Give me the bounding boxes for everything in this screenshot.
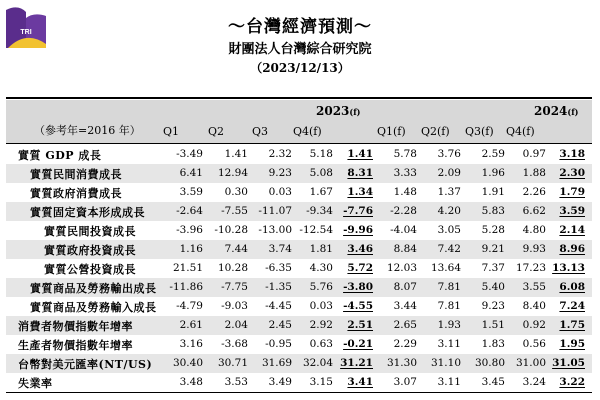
- quarter-value-cell: 7.81: [437, 281, 461, 293]
- quarter-value-cell: 10.28: [217, 262, 248, 274]
- row-label: 實質政府消費成長: [30, 187, 122, 200]
- row-label: 實質公營投資成長: [44, 263, 136, 276]
- row-label: 生產者物價指數年增率: [18, 339, 133, 352]
- annual-value-cell: 2.51: [347, 319, 373, 331]
- annual-value-cell: 3.41: [347, 376, 373, 388]
- quarter-value-cell: 1.83: [481, 338, 505, 350]
- annual-value-cell: 2.30: [559, 167, 585, 179]
- quarter-value-cell: 3.44: [393, 300, 417, 312]
- quarter-value-cell: 3.45: [481, 376, 505, 388]
- quarter-value-cell: 31.10: [430, 357, 461, 369]
- quarter-value-cell: 1.91: [481, 186, 505, 198]
- quarter-value-cell: 0.97: [522, 148, 546, 160]
- quarter-value-cell: 3.74: [268, 243, 292, 255]
- quarter-value-cell: 7.81: [437, 300, 461, 312]
- annual-value-cell: 5.72: [347, 262, 373, 274]
- quarter-value-cell: 31.30: [386, 357, 417, 369]
- table-row: [6, 335, 592, 354]
- annual-value-cell: 31.05: [552, 357, 585, 369]
- quarter-value-cell: 2.45: [268, 319, 292, 331]
- quarter-value-cell: 1.41: [224, 148, 248, 160]
- annual-value-cell: 2.14: [559, 224, 585, 236]
- quarter-value-cell: 2.09: [437, 167, 461, 179]
- page-title: ～台灣經濟預測～: [228, 17, 372, 37]
- quarter-value-cell: 8.40: [522, 300, 546, 312]
- quarter-value-cell: 1.48: [393, 186, 417, 198]
- quarter-value-cell: 2.04: [224, 319, 248, 331]
- quarter-value-cell: 0.92: [522, 319, 546, 331]
- quarter-value-cell: 4.20: [437, 205, 461, 217]
- quarter-value-cell: 30.80: [474, 357, 505, 369]
- quarter-value-cell: 1.67: [309, 186, 333, 198]
- table-row: [6, 164, 592, 183]
- quarter-value-cell: 2.59: [481, 148, 505, 160]
- table-row: [6, 183, 592, 202]
- column-header: Q3(f): [465, 125, 494, 138]
- quarter-value-cell: -11.86: [169, 281, 203, 293]
- quarter-value-cell: -1.35: [265, 281, 292, 293]
- row-label: 台幣對美元匯率(NT/US): [18, 358, 153, 371]
- quarter-value-cell: 3.07: [393, 376, 417, 388]
- table-row: [6, 259, 592, 278]
- quarter-value-cell: 1.51: [481, 319, 505, 331]
- quarter-value-cell: -2.28: [390, 205, 417, 217]
- quarter-value-cell: 4.80: [522, 224, 546, 236]
- quarter-value-cell: -9.34: [306, 205, 333, 217]
- quarter-value-cell: 12.94: [217, 167, 248, 179]
- quarter-value-cell: -7.55: [221, 205, 248, 217]
- quarter-value-cell: 0.03: [309, 300, 333, 312]
- quarter-value-cell: 0.63: [309, 338, 333, 350]
- quarter-value-cell: -6.35: [265, 262, 292, 274]
- annual-value-cell: 31.21: [340, 357, 373, 369]
- quarter-value-cell: 1.81: [309, 243, 333, 255]
- quarter-value-cell: 12.03: [386, 262, 417, 274]
- row-label: 失業率: [18, 377, 53, 390]
- quarter-value-cell: 0.56: [522, 338, 546, 350]
- quarter-value-cell: -4.04: [390, 224, 417, 236]
- quarter-value-cell: -0.95: [265, 338, 292, 350]
- quarter-value-cell: 1.88: [522, 167, 546, 179]
- annual-value-cell: 6.08: [559, 281, 585, 293]
- quarter-value-cell: 4.30: [309, 262, 333, 274]
- quarter-value-cell: 2.65: [393, 319, 417, 331]
- row-label: 實質固定資本形成成長: [30, 206, 145, 219]
- annual-value-cell: -4.55: [343, 300, 373, 312]
- quarter-value-cell: 6.62: [522, 205, 546, 217]
- quarter-value-cell: 5.08: [309, 167, 333, 179]
- quarter-value-cell: 9.93: [522, 243, 546, 255]
- quarter-value-cell: 5.40: [481, 281, 505, 293]
- quarter-value-cell: 6.41: [179, 167, 203, 179]
- quarter-value-cell: 8.84: [393, 243, 417, 255]
- quarter-value-cell: 17.23: [515, 262, 546, 274]
- header-rule: [6, 143, 592, 144]
- row-label: 實質政府投資成長: [44, 244, 136, 257]
- annual-value-cell: 8.31: [347, 167, 373, 179]
- annual-value-cell: 1.95: [559, 338, 585, 350]
- year-2024-header: 2024(f): [534, 104, 579, 118]
- quarter-value-cell: 31.69: [261, 357, 292, 369]
- quarter-value-cell: 3.11: [437, 376, 461, 388]
- annual-value-cell: -3.80: [343, 281, 373, 293]
- quarter-value-cell: 2.32: [268, 148, 292, 160]
- quarter-value-cell: 5.18: [309, 148, 333, 160]
- quarter-value-cell: 21.51: [172, 262, 203, 274]
- quarter-value-cell: 1.37: [437, 186, 461, 198]
- table-row: [6, 297, 592, 316]
- column-header: Q2(f): [421, 125, 450, 138]
- column-header: Q4(f): [506, 125, 535, 138]
- logo-text: TRI: [20, 29, 32, 36]
- quarter-value-cell: -7.75: [221, 281, 248, 293]
- quarter-value-cell: 2.26: [522, 186, 546, 198]
- annual-value-cell: 3.22: [559, 376, 585, 388]
- quarter-value-cell: -13.00: [258, 224, 292, 236]
- quarter-value-cell: 9.23: [481, 300, 505, 312]
- table-row: [6, 240, 592, 259]
- quarter-value-cell: 31.00: [515, 357, 546, 369]
- quarter-value-cell: 2.29: [393, 338, 417, 350]
- release-date: （2023/12/13）: [250, 61, 350, 75]
- annual-value-cell: 1.41: [347, 148, 373, 160]
- quarter-value-cell: 7.44: [224, 243, 248, 255]
- annual-value-cell: 3.18: [559, 148, 585, 160]
- quarter-value-cell: -11.07: [258, 205, 292, 217]
- annual-value-cell: 1.34: [347, 186, 373, 198]
- quarter-value-cell: -3.49: [176, 148, 203, 160]
- quarter-value-cell: 5.76: [309, 281, 333, 293]
- row-label: 消費者物價指數年增率: [18, 320, 133, 333]
- quarter-value-cell: 30.40: [172, 357, 203, 369]
- table-row: [6, 278, 592, 297]
- table-row: [6, 145, 592, 164]
- quarter-value-cell: 3.16: [179, 338, 203, 350]
- quarter-value-cell: -4.79: [176, 300, 203, 312]
- year-2023-header: 2023(f): [316, 104, 361, 118]
- quarter-value-cell: -12.54: [299, 224, 333, 236]
- column-header: Q1(f): [377, 125, 406, 138]
- quarter-value-cell: 3.48: [179, 376, 203, 388]
- quarter-value-cell: 0.30: [224, 186, 248, 198]
- quarter-value-cell: 0.03: [268, 186, 292, 198]
- quarter-value-cell: 3.15: [309, 376, 333, 388]
- quarter-value-cell: 8.07: [393, 281, 417, 293]
- annual-value-cell: -9.96: [343, 224, 373, 236]
- quarter-value-cell: 3.33: [393, 167, 417, 179]
- table-row: [6, 221, 592, 240]
- bottom-rule: [6, 392, 592, 393]
- column-header: Q3: [252, 125, 269, 138]
- annual-value-cell: 3.46: [347, 243, 373, 255]
- annual-value-cell: 1.75: [559, 319, 585, 331]
- annual-value-cell: 3.59: [559, 205, 585, 217]
- quarter-value-cell: 3.11: [437, 338, 461, 350]
- quarter-value-cell: 2.61: [179, 319, 203, 331]
- quarter-value-cell: 1.93: [437, 319, 461, 331]
- row-label: 實質商品及勞務輸出成長: [30, 282, 157, 295]
- row-label: 實質民間投資成長: [44, 225, 136, 238]
- row-label: 實質商品及勞務輸入成長: [30, 301, 157, 314]
- quarter-value-cell: -3.68: [221, 338, 248, 350]
- quarter-value-cell: 3.49: [268, 376, 292, 388]
- quarter-value-cell: 5.83: [481, 205, 505, 217]
- quarter-value-cell: 1.96: [481, 167, 505, 179]
- quarter-value-cell: 7.42: [437, 243, 461, 255]
- annual-value-cell: 13.13: [552, 262, 585, 274]
- column-header: Q1: [163, 125, 180, 138]
- column-header: Q2: [208, 125, 225, 138]
- quarter-value-cell: -2.64: [176, 205, 203, 217]
- quarter-value-cell: 9.23: [268, 167, 292, 179]
- column-header: Q4(f): [293, 125, 322, 138]
- quarter-value-cell: 3.24: [522, 376, 546, 388]
- base-year-note: （參考年=2016 年）: [34, 124, 141, 137]
- quarter-value-cell: 9.21: [481, 243, 505, 255]
- quarter-value-cell: 3.05: [437, 224, 461, 236]
- organization-name: 財團法人台灣綜合研究院: [228, 42, 372, 57]
- quarter-value-cell: 7.37: [481, 262, 505, 274]
- row-label: 實質民間消費成長: [30, 168, 122, 181]
- annual-value-cell: 1.79: [559, 186, 585, 198]
- table-row: [6, 354, 592, 373]
- quarter-value-cell: -9.03: [221, 300, 248, 312]
- quarter-value-cell: 3.59: [179, 186, 203, 198]
- quarter-value-cell: 3.55: [522, 281, 546, 293]
- annual-value-cell: 8.96: [559, 243, 585, 255]
- quarter-value-cell: -10.28: [214, 224, 248, 236]
- quarter-value-cell: 30.71: [217, 357, 248, 369]
- annual-value-cell: -0.21: [343, 338, 373, 350]
- quarter-value-cell: 3.53: [224, 376, 248, 388]
- table-row: [6, 202, 592, 221]
- quarter-value-cell: 32.04: [302, 357, 333, 369]
- quarter-value-cell: -4.45: [265, 300, 292, 312]
- quarter-value-cell: 5.28: [481, 224, 505, 236]
- top-rule: [6, 97, 592, 99]
- quarter-value-cell: -3.96: [176, 224, 203, 236]
- quarter-value-cell: 13.64: [430, 262, 461, 274]
- annual-value-cell: -7.76: [343, 205, 373, 217]
- quarter-value-cell: 2.92: [309, 319, 333, 331]
- table-row: [6, 316, 592, 335]
- table-row: [6, 373, 592, 392]
- annual-value-cell: 7.24: [559, 300, 585, 312]
- row-label: 實質 GDP 成長: [18, 149, 102, 162]
- quarter-value-cell: 3.76: [437, 148, 461, 160]
- quarter-value-cell: 5.78: [393, 148, 417, 160]
- quarter-value-cell: 1.16: [179, 243, 203, 255]
